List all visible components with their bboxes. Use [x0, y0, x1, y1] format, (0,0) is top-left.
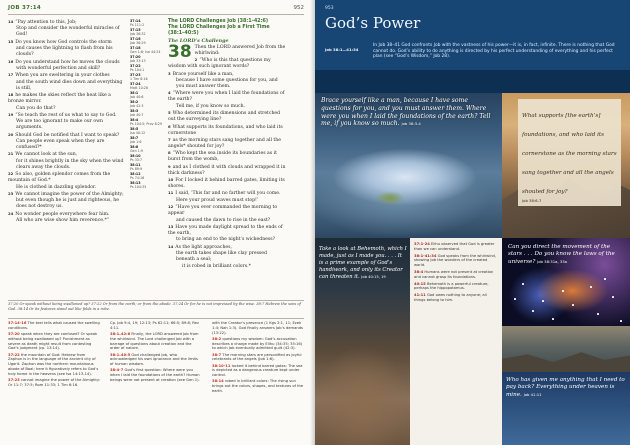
- study-notes-column-1: [8, 321, 100, 389]
- study-note-text: God’s first question: Where were you when I laid the foundations of the earth? Human beings were not present at creation (see Gen 1).: [110, 368, 200, 382]
- verse-text: “Who kept the sea inside its boundaries as it burst from the womb,: [168, 151, 277, 163]
- cross-reference-text: Ps 104:5; Prov 8:29: [130, 122, 162, 127]
- verse-text: Do you understand how he moves the clouds: [15, 59, 120, 65]
- study-note-ref: 38:2: [212, 336, 222, 341]
- cross-reference: [130, 181, 164, 190]
- cross-reference-verse: 38:5: [130, 127, 139, 131]
- mountain-image: [502, 93, 630, 238]
- star-dot: [542, 300, 544, 302]
- verse-number: 21: [8, 151, 14, 157]
- verse-text: Stop and consider the wonderful miracles of God!: [16, 26, 120, 38]
- verse-line: [8, 119, 126, 131]
- study-note: [212, 353, 304, 363]
- study-note: [110, 353, 202, 367]
- earth-quote-text: Brace yourself like a man, because I have some questions for you, and you must answer them. Where were you when I laid the foundations of the earth? Tell me, if you know so much.: [321, 97, 491, 128]
- verse-line: [168, 90, 286, 103]
- verse-number: 18: [8, 92, 14, 98]
- study-notes-rule: [8, 318, 304, 319]
- verse-line: [8, 92, 126, 105]
- verse-text: with wonderful perfection and skill?: [16, 65, 101, 71]
- verse-text: So also, golden splendor comes from the mountain of God.*: [8, 172, 111, 184]
- verse-text: “Who is this that questions my wisdom with such ignorant words?: [168, 58, 271, 70]
- study-note-ref: 37:23: [8, 377, 20, 382]
- page-number-left: 952: [293, 5, 304, 11]
- cross-reference: [130, 109, 164, 118]
- verse-text: “So teach the rest of us what to say to God.: [15, 112, 117, 118]
- verse-line: [168, 237, 286, 243]
- verse-line: [8, 72, 126, 79]
- feature-header: [315, 0, 630, 70]
- landscape-strip-image: [502, 326, 630, 372]
- verse-text: and the south wind dies down and everything is still,: [16, 79, 123, 91]
- verse-line: [8, 185, 126, 191]
- cross-reference-column: [130, 19, 164, 190]
- cross-reference-text: Ps 104:35: [130, 185, 147, 190]
- earth-quote-ref: Job 38:3-4: [401, 121, 421, 127]
- mountain-quote-ref: Job 38:6-7: [522, 198, 542, 203]
- cross-reference-text: Job 40:7: [130, 113, 144, 118]
- verse-text: Here your proud waves must stop!’: [176, 197, 259, 203]
- verse-number: 2: [194, 57, 198, 63]
- cross-reference: [130, 154, 164, 163]
- cross-reference-verse: 37:16: [130, 37, 141, 41]
- study-note: [8, 353, 100, 377]
- cross-reference-text: Job 36:32: [130, 32, 146, 37]
- section-heading: The LORD’s Challenge: [168, 37, 229, 44]
- verse-line: [8, 191, 126, 198]
- verse-text: Should God be notified that I want to speak?: [15, 132, 120, 138]
- cross-reference-verse: 37:24: [130, 82, 141, 86]
- left-page-header: [8, 5, 304, 15]
- commentary-note: [414, 270, 498, 280]
- verse-text: We cannot look at the sun,: [15, 152, 78, 158]
- study-note-text: God challenged Job, who acknowledged his own ignorance and the limits of human wisdom.: [110, 352, 198, 367]
- cross-reference-text: Ps 74:16: [130, 176, 145, 181]
- commentary-note: [414, 282, 498, 292]
- commentary-ref: 41:11: [414, 293, 426, 298]
- verse-number: 24: [8, 210, 14, 216]
- star-dot: [522, 283, 524, 285]
- verse-line: [8, 218, 126, 224]
- study-note: [110, 332, 202, 351]
- verse-line: [168, 124, 286, 137]
- cross-reference-verse: 38:3: [130, 109, 139, 113]
- study-note-ref: 38:14: [212, 379, 224, 384]
- verse-line: [8, 211, 126, 218]
- cross-reference-verse: 37:14: [130, 19, 141, 23]
- verse-text: Then the LORD answered Job from the whirlwind:: [194, 44, 286, 56]
- star-dot: [612, 296, 614, 298]
- mountain-quote-box: [518, 99, 621, 206]
- commentary-ref: 38:1-41:34: [414, 253, 437, 258]
- verse-text: as the morning stars sang together and all the angels* shouted for joy?: [168, 137, 281, 149]
- bird-quote: [506, 377, 628, 400]
- study-note-ref: 38:7: [212, 352, 222, 357]
- commentary-ref: 38:4: [414, 269, 424, 274]
- star-dot: [514, 298, 516, 300]
- cross-reference: [130, 145, 164, 154]
- verse-text: Brace yourself like a man,: [172, 71, 234, 77]
- verse-number: 3: [168, 70, 171, 76]
- star-dot: [572, 304, 574, 306]
- cross-reference-verse: 37:20: [130, 55, 141, 59]
- cross-reference: [130, 82, 164, 91]
- verse-text: All who are wise show him reverence.*”: [16, 218, 110, 224]
- cross-reference-verse: 38:12: [130, 172, 141, 176]
- verse-line: [168, 244, 286, 251]
- cross-reference: [130, 91, 164, 100]
- star-dot: [597, 313, 599, 315]
- commentary-note: [414, 293, 498, 303]
- chapter-number: 38: [168, 41, 192, 62]
- cross-reference-verse: 38:1: [130, 91, 139, 95]
- study-note-text: cannot imagine the power of the Almighty: Or 11:7; 37:5; Rom 11:33; 1 Tim 6:16.: [8, 377, 100, 387]
- cross-reference-text: Job 1:6: [130, 140, 142, 145]
- study-note-ref: 37:14-16: [8, 321, 27, 325]
- study-note-ref: 38:10-11: [212, 363, 231, 368]
- behemoth-quote-text: Take a look at Behemoth, which I made, just as I made you. . . . It is a prime example of God’s handiwork, and only its Creator can threaten it.: [319, 246, 407, 280]
- cross-reference-text: Ps 89:9: [130, 167, 143, 172]
- bird-quote-ref: Job 41:11: [523, 392, 542, 398]
- star-dot: [562, 290, 564, 292]
- cross-reference-text: Ps 104:1: [130, 68, 145, 73]
- study-note: [110, 368, 202, 382]
- commentary-text: Humans were not present at creation and cannot grasp its foundations.: [414, 269, 494, 279]
- cross-reference-verse: 38:10: [130, 154, 141, 158]
- verse-line: [8, 198, 126, 210]
- study-notes-column-3: [212, 321, 304, 395]
- nebula-image: [502, 238, 630, 326]
- verse-text: He is clothed in dazzling splendor.: [16, 184, 97, 190]
- study-note-ref: 38:1–40:5: [110, 352, 131, 357]
- header-reference: JOB 37:14: [8, 5, 42, 11]
- cross-reference-text: Isa 40:12: [130, 131, 146, 136]
- verse-line: [168, 251, 286, 263]
- mountain-quote-text: What supports [the earth’s] foundations, and who laid its cornerstone as the morning stars sang together and all the angels shouted for joy?: [522, 113, 617, 195]
- bird-quote-text: Who has given me anything that I need to pay back? Everything under heaven is mine.: [506, 377, 625, 399]
- verse-text: for it shines brightly in the sky when the wind clears away the clouds.: [16, 158, 124, 170]
- scripture-column-right: [168, 19, 286, 270]
- cross-reference-text: Ps 33:7: [130, 158, 143, 163]
- verse-number: 20: [8, 131, 14, 137]
- cross-reference: [130, 73, 164, 82]
- cross-reference-text: Gen 1:9: [130, 149, 144, 154]
- verse-line: [168, 264, 286, 270]
- text-notes: 37:20 Or speak without being swallowed up? 37:22 Or from the north; or from the abode. 37:24 Or for he is not impressed by the wise. 38:7 Hebrew the sons of God. 38:14 Or its features stand out like folds in a robe.: [8, 302, 301, 311]
- commentary-ref: 37:1-24: [414, 242, 430, 246]
- commentary-text: Behemoth is a powerful creature, perhaps the hippopotamus.: [414, 281, 489, 291]
- verse-line: [168, 177, 286, 190]
- study-note-text: robed in brilliant colors: The rising sun brings out the colors, shapes, and textures of the earth.: [212, 379, 304, 393]
- cross-reference: [130, 55, 164, 64]
- commentary-ref: 40:15: [414, 281, 426, 286]
- rock-silhouette: [502, 350, 630, 372]
- commentary-text: Elihu observed that God is greater than we can understand.: [414, 242, 495, 251]
- study-note-ref: 38:4-7: [110, 368, 124, 373]
- verse-text: to bring an end to the night’s wickedness?: [176, 237, 276, 243]
- chapter-opening: [168, 41, 286, 62]
- verse-text: it is robed in brilliant colors.*: [182, 263, 251, 269]
- verse-number: 14: [168, 243, 174, 249]
- study-note-text: Finally, the LORD answered Job from the whirlwind. The Lord challenged Job with a barrage of questions about creation and the order of nature.: [110, 331, 199, 351]
- study-note-ref: 37:22: [8, 352, 20, 357]
- commentary-note: [414, 254, 498, 268]
- verse-number: 19: [8, 111, 14, 117]
- star-dot: [604, 278, 606, 280]
- stars-quote-text: Can you direct the movement of the stars . . . Do you know the laws of the universe?: [508, 244, 615, 266]
- verse-text: and as I clothed it with clouds and wrapped it in thick darkness?: [168, 164, 286, 176]
- verse-text: because I have some questions for you, and you must answer them.: [176, 77, 278, 89]
- verse-number: 12: [168, 204, 174, 210]
- cross-reference-verse: 37:22: [130, 64, 141, 68]
- verse-number: 8: [168, 150, 171, 156]
- study-note-text: The text tells what caused the swelling conditions.: [8, 321, 100, 330]
- stars-quote: [508, 244, 624, 267]
- star-dot: [552, 318, 554, 320]
- earth-quote: [321, 97, 497, 128]
- commentary-panel: [410, 238, 502, 445]
- cross-reference-text: Job 33:13: [130, 59, 146, 64]
- cross-reference-text: Job 40:6: [130, 95, 144, 100]
- verse-number: 4: [168, 90, 171, 96]
- cross-reference: [130, 28, 164, 37]
- verse-text: he makes the skies reflect the heat like a bronze mirror.: [8, 93, 111, 105]
- feature-title: God’s Power: [325, 14, 421, 32]
- verse-line: [168, 190, 286, 197]
- study-note-text: with the Creator’s presence (1 Kgs 2:1, 11; Ezek 1:4; Nah 1:3). God finally answers Job’s demands (13:22).: [212, 321, 303, 335]
- verse-number: 6: [168, 123, 171, 129]
- verse-line: [168, 110, 286, 123]
- behemoth-quote-ref: Job 40:15, 19: [361, 274, 386, 279]
- cross-reference: [130, 100, 164, 109]
- verse-line: [168, 218, 286, 224]
- study-note-text: locked it behind barred gates: The sea is depicted as a dangerous creature kept under control.: [212, 363, 303, 378]
- verse-number: 7: [168, 136, 171, 142]
- star-dot: [590, 286, 592, 288]
- verse-text: We cannot imagine the power of the Almighty;: [15, 192, 124, 198]
- feature-intro-reference: Job 38:1—41:34: [325, 47, 359, 52]
- commentary-text: God owes nothing to anyone; all things belong to him.: [414, 293, 487, 302]
- verse-line: [8, 26, 126, 38]
- cross-reference: [130, 118, 164, 127]
- feature-intro: In Job 38–41 God confronts Job with the vastness of his power—it is, in fact, infinite. There is nothing that God cannot do. God’s ability to do anything is directed by his perfect understanding of everything and his perfect plan (see “God’s Wisdom,” Job 28).: [373, 43, 615, 60]
- verse-line: [8, 19, 126, 26]
- cross-reference-verse: 37:18: [130, 46, 141, 50]
- right-page: [315, 0, 630, 445]
- verse-line: [8, 151, 126, 158]
- cross-reference: [130, 172, 164, 181]
- verse-number: 9: [168, 163, 171, 169]
- cross-reference: [130, 163, 164, 172]
- commentary-note: [414, 242, 498, 252]
- study-note-ref: 37:20: [8, 331, 20, 336]
- verse-line: [8, 80, 126, 92]
- behemoth-quote: [319, 246, 407, 281]
- verse-text: No wonder people everywhere fear him.: [15, 211, 110, 217]
- study-note-text: questions my wisdom: God’s accusation describes a charge made by Elihu (34:35; 35:16) to which Job eventually admitted guilt (42:3).: [212, 336, 303, 351]
- cross-reference-text: 1 Tim 6:16: [130, 77, 148, 82]
- study-notes-column-2: [110, 321, 202, 384]
- text-notes-rule: [8, 300, 304, 301]
- verse-text: and caused the dawn to rise in the east?: [176, 217, 271, 223]
- verse-line: [168, 71, 286, 78]
- star-dot: [532, 310, 534, 312]
- verse-text: Can people even speak when they are confused?*: [16, 139, 105, 151]
- section-heading: The LORD Challenges Job (38:1–42:6): [168, 19, 269, 24]
- verse-text: As the light approaches,: [175, 244, 232, 250]
- study-note-ref: 38:1–42:6: [110, 331, 131, 336]
- verse-line: [8, 106, 126, 112]
- bird-sky-image: [502, 372, 630, 445]
- cross-reference-verse: 38:13: [130, 181, 141, 185]
- cross-reference: [130, 127, 164, 136]
- verse-text: Do you know how God controls the storm: [15, 39, 112, 45]
- verse-line: [8, 39, 126, 46]
- verse-text: I said, ‘This far and no farther will you come.: [175, 191, 281, 197]
- verse-number: 10: [168, 177, 174, 183]
- page-number-right: 953: [325, 6, 334, 11]
- verse-text: and causes the lightning to flash from his clouds?: [16, 46, 113, 58]
- verse-number: 22: [8, 171, 14, 177]
- cross-reference-verse: 38:11: [130, 163, 141, 167]
- verse-line: [168, 164, 286, 177]
- cross-reference-text: Gen 1:6; Isa 44:24: [130, 50, 161, 55]
- study-note: [212, 337, 304, 351]
- stars-quote-ref: Job 38:31a, 33a: [537, 259, 568, 265]
- verse-number: 14: [8, 19, 14, 24]
- scripture-column-left: [8, 19, 126, 225]
- verse-line: [8, 139, 126, 151]
- cross-reference: [130, 37, 164, 46]
- cross-reference: [130, 46, 164, 55]
- verse-line: [168, 137, 286, 150]
- verse-number: 11: [168, 190, 174, 196]
- cross-reference-text: Job 42:3: [130, 104, 144, 109]
- study-note: [8, 321, 100, 331]
- verse-text: We are too ignorant to make our own arguments.: [16, 119, 103, 131]
- verse-line: [8, 59, 126, 66]
- verse-text: What supports its foundations, and who laid its cornerstone: [168, 124, 283, 136]
- cross-reference-text: Ps 111:2: [130, 23, 145, 28]
- study-note: [212, 321, 304, 335]
- study-note: [8, 378, 100, 388]
- verse-number: 16: [8, 58, 14, 64]
- verse-line: [168, 204, 286, 217]
- verse-text: When you are sweltering in your clothes: [15, 73, 110, 79]
- verse-text: “Where were you when I laid the foundations of the earth?: [168, 91, 285, 103]
- verse-number: 23: [8, 191, 14, 197]
- verse-text: For I locked it behind barred gates, limiting its shores.: [168, 178, 285, 190]
- verse-line: [168, 150, 286, 163]
- cross-reference-text: Job 36:29: [130, 41, 146, 46]
- cross-reference-verse: 37:23: [130, 73, 141, 77]
- study-note-text: the mountain of God: Hebrew from Zaphon is in the language of the ancient city of Ugarit. Zaphon was the northern mountainous abode of Baal; here it figuratively refers to God’s holy home in the heavens (see Isa 14:13-14).: [8, 352, 99, 376]
- verse-number: 5: [168, 110, 171, 116]
- commentary-text: God speaks from the whirlwind, showing Job the wonders of the created world.: [414, 253, 497, 268]
- behemoth-image: [315, 238, 410, 445]
- study-note-text: Cp. Job 9:4, 19; 12:13; Ps 62:11; 66:5; 89:8; Rev 4:11.: [110, 321, 200, 330]
- verse-text: the earth takes shape like clay pressed beneath a seal;: [176, 251, 267, 263]
- cross-reference: [130, 19, 164, 28]
- verse-text: “Pay attention to this, Job;: [15, 20, 77, 25]
- verse-line: [168, 224, 286, 237]
- section-heading: The LORD Challenges Job a First Time (38:1–40:5): [168, 25, 270, 37]
- study-note: [212, 379, 304, 393]
- verse-text: “Have you ever commanded the morning to appear: [168, 205, 278, 217]
- cross-reference-text: Matt 10:28: [130, 86, 148, 91]
- cross-reference-verse: 37:15: [130, 28, 141, 32]
- verse-text: Have you made daylight spread to the ends of the earth,: [168, 225, 283, 237]
- verse-text: Can you do that?: [16, 105, 56, 111]
- verse-number: 15: [8, 38, 14, 44]
- verse-line: [8, 66, 126, 72]
- verse-line: [8, 46, 126, 58]
- verse-line: [8, 171, 126, 184]
- verse-line: [8, 112, 126, 119]
- star-dot: [620, 320, 622, 322]
- cross-reference-verse: 38:2: [130, 100, 139, 104]
- cross-reference: [130, 136, 164, 145]
- study-note: [110, 321, 202, 331]
- verse-text: but even though he is just and righteous, he does not destroy us.: [16, 198, 119, 210]
- study-note: [212, 364, 304, 378]
- cross-reference: [130, 64, 164, 73]
- verse-text: Who determined its dimensions and stretched out the surveying line?: [168, 111, 281, 123]
- verse-line: [168, 78, 286, 90]
- cross-reference-verse: 38:4: [130, 118, 139, 122]
- storm-earth-image: [315, 93, 502, 238]
- verse-line: [168, 198, 286, 204]
- verse-number: 17: [8, 72, 14, 78]
- cross-reference-verse: 38:8: [130, 145, 139, 149]
- study-note-text: The morning stars are personified as joyful celebrants of the angels (Job 1:6).: [212, 352, 302, 362]
- verse-line: [8, 132, 126, 139]
- cross-reference-verse: 38:7: [130, 136, 139, 140]
- study-note-text: speak when they are confused? Or speak without being swallowed up? Punishment as severe as death might result from contesting God’s judgment (cp. 13:14).: [8, 331, 98, 351]
- verse-line: [168, 104, 286, 110]
- verse-number: 13: [168, 224, 174, 230]
- land-glow: [375, 191, 405, 205]
- verse-line: [8, 159, 126, 171]
- verse-text: Tell me, if you know so much.: [176, 103, 246, 109]
- study-note: [8, 332, 100, 351]
